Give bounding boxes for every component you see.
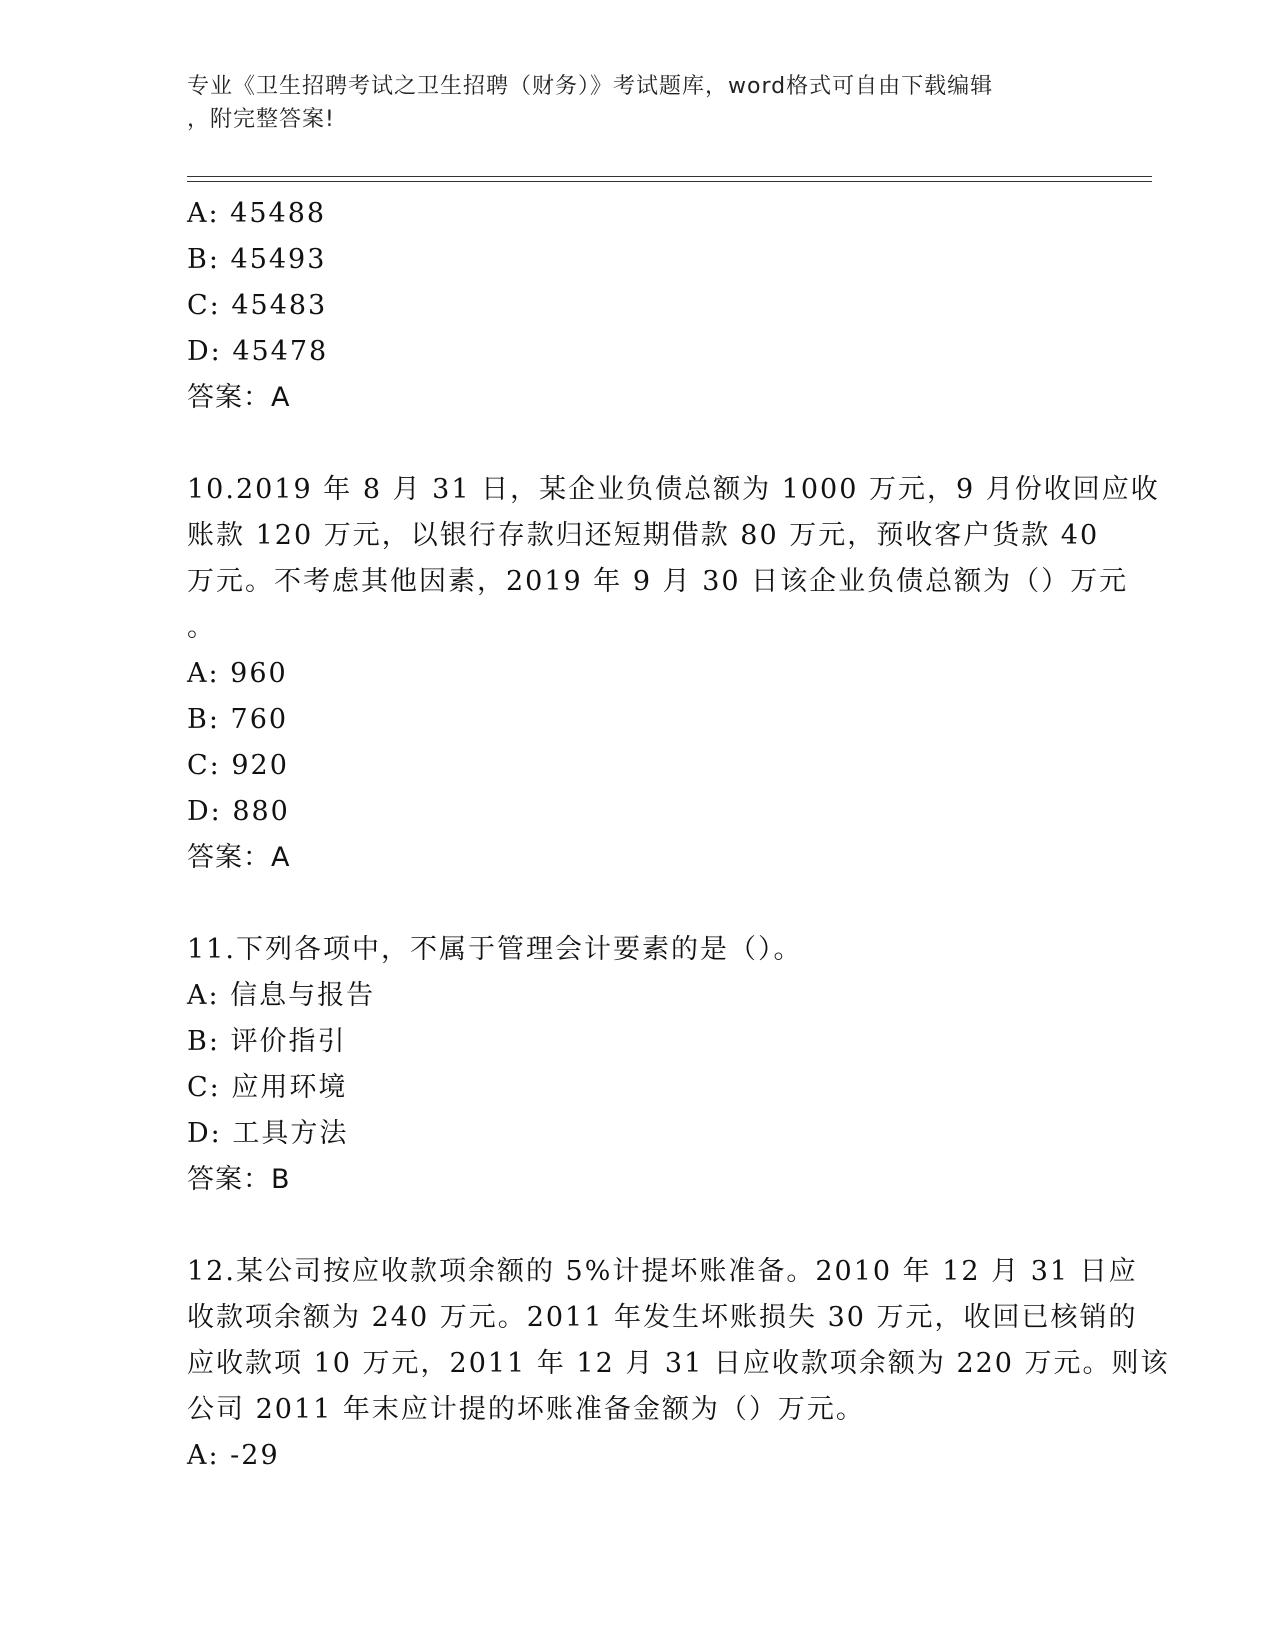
question-list [187, 191, 1170, 1479]
question-text-line: 万元。不考虑其他因素，2019 年 9 月 30 日该企业负债总额为（）万元 [187, 566, 1129, 597]
question-text-line: 11.下列各项中，不属于管理会计要素的是（）。 [187, 934, 803, 965]
document-header [187, 70, 1067, 136]
question-text-line: 账款 120 万元，以银行存款归还短期借款 80 万元，预收客户货款 40 [187, 520, 1100, 551]
question-text-line: 。 [187, 612, 216, 643]
answer: 答案：A [187, 382, 291, 413]
question-11 [187, 927, 1087, 1203]
question-text-line: 公司 2011 年末应计提的坏账准备金额为（）万元。 [187, 1394, 865, 1425]
header-line-1: 专业《卫生招聘考试之卫生招聘（财务）》考试题库，word格式可自由下载编辑 [187, 74, 994, 99]
option-c: C: 应用环境 [187, 1072, 348, 1103]
option-c: C: 920 [187, 750, 289, 781]
header-line-2: ，附完整答案! [187, 107, 335, 132]
option-a: A: -29 [187, 1440, 280, 1471]
option-d: D: 工具方法 [187, 1118, 349, 1149]
option-c: C: 45483 [187, 290, 328, 321]
option-a: A: 45488 [187, 198, 327, 229]
answer: 答案：B [187, 1164, 291, 1195]
question-10 [187, 467, 1160, 881]
header-rule-bottom [187, 181, 1152, 182]
option-b: B: 评价指引 [187, 1026, 347, 1057]
option-d: D: 45478 [187, 336, 329, 367]
question-text-line: 10.2019 年 8 月 31 日，某企业负债总额为 1000 万元，9 月份收回应收 [187, 474, 1160, 505]
option-b: B: 45493 [187, 244, 327, 275]
option-a: A: 信息与报告 [187, 980, 376, 1011]
option-d: D: 880 [187, 796, 290, 827]
question-12 [187, 1249, 1170, 1479]
question-text-line: 收款项余额为 240 万元。2011 年发生坏账损失 30 万元，收回已核销的 [187, 1302, 1138, 1333]
option-a: A: 960 [187, 658, 288, 689]
option-b: B: 760 [187, 704, 289, 735]
question-text-line: 12.某公司按应收款项余额的 5%计提坏账准备。2010 年 12 月 31 日应 [187, 1256, 1138, 1287]
header-rule-top [187, 176, 1152, 177]
answer: 答案：A [187, 842, 291, 873]
question-9 [187, 191, 1087, 421]
question-text-line: 应收款项 10 万元，2011 年 12 月 31 日应收款项余额为 220 万元。则该 [187, 1348, 1170, 1379]
